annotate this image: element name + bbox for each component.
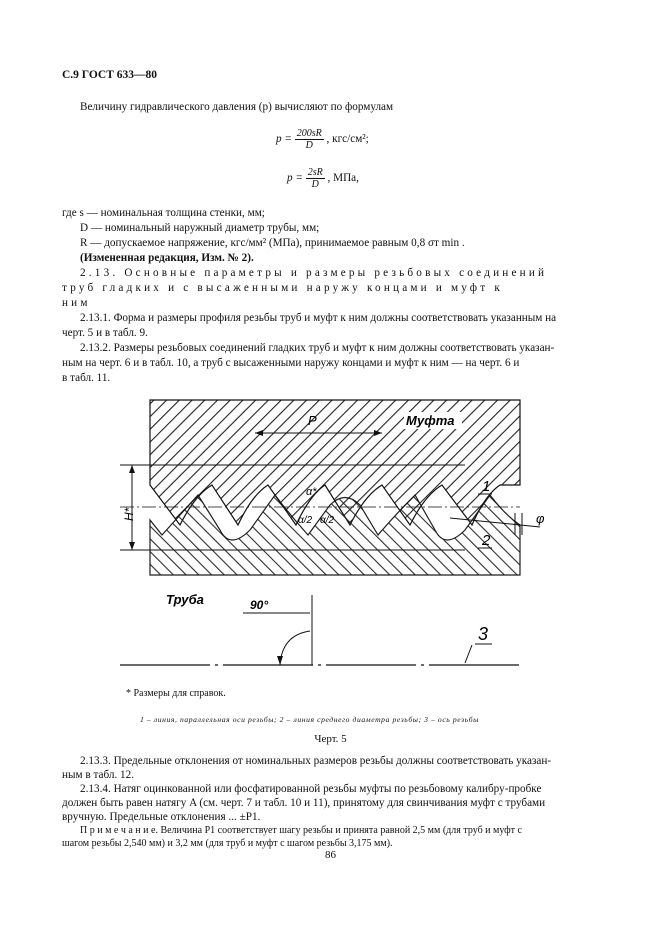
section-2-13-4-line3: вручную. Предельные отклонения ... ±P1. — [62, 811, 261, 823]
formula-lhs: p = — [287, 172, 303, 185]
label-phi: φ — [536, 511, 545, 526]
note-line1: П р и м е ч а н и е. Величина P1 соответствует шагу резьбы и принята равной 2,5 мм (для труб и муфт с — [80, 825, 522, 836]
footnote: * Размеры для справок. — [126, 688, 226, 699]
section-2-13-2-line3: в табл. 11. — [62, 372, 111, 384]
numerator: 200sR — [296, 128, 322, 139]
label-angle: 90° — [250, 598, 269, 612]
label-pipe: Труба — [166, 592, 204, 607]
section-2-13-line1: 2.13. Основные параметры и размеры резьбовых соединений — [80, 267, 548, 279]
section-2-13-line3: ним — [62, 297, 91, 309]
section-2-13-2-line1: 2.13.2. Размеры резьбовых соединений гладких труб и муфт к ним должны соответствовать указан- — [80, 342, 555, 354]
section-2-13-1-line1: 2.13.1. Форма и размеры профиля резьбы труб и муфт к ним должны соответствовать указанным на — [80, 312, 557, 324]
callout-1: 1 — [482, 478, 491, 495]
label-H: H* — [122, 507, 136, 521]
section-2-13-2-line2: ным на черт. 6 и в табл. 10, а труб с высаженными наружу концами и муфт к ним — на черт. 6 и — [62, 357, 520, 369]
section-2-13-line2: труб гладких и с высаженными наружу концами и муфт к — [62, 282, 503, 294]
legend-text: 1 – линия, параллельная оси резьбы; 2 – линия среднего диаметра резьбы; 3 – ось резьбы — [140, 715, 479, 724]
section-2-13-3-line1: 2.13.3. Предельные отклонения от номинальных размеров резьбы должны соответствовать указан- — [80, 755, 552, 767]
intro-text: Величину гидравлического давления (p) вычисляют по формулам — [80, 101, 394, 113]
label-alpha-half-right: α/2 — [320, 515, 335, 526]
note-line2: шагом резьбы 2,540 мм) и 3,2 мм (для труб и муфт с шагом резьбы 3,175 мм). — [62, 838, 393, 849]
section-2-13-1-line2: черт. 5 и в табл. 9. — [62, 327, 148, 339]
formula-fraction — [295, 128, 324, 151]
formula-kgf — [276, 128, 369, 151]
where-line-d: D — номинальный наружный диаметр трубы, мм; — [80, 222, 320, 234]
denominator: D — [305, 140, 313, 151]
label-alpha: α* — [306, 486, 317, 498]
formula-mpa — [287, 167, 359, 190]
callout-3: 3 — [478, 624, 489, 644]
callout-2: 2 — [482, 532, 491, 549]
section-2-13-4-line2: должен быть равен натягу A (см. черт. 7 и табл. 10 и 11), принятому для свинчивания муфт с трубами — [62, 797, 546, 809]
formula-fraction — [306, 167, 325, 190]
section-2-13-3-line2: ным в табл. 12. — [62, 769, 135, 781]
formula-unit: , кгс/см²; — [326, 133, 369, 146]
revision-note: (Измененная редакция, Изм. № 2). — [80, 252, 254, 264]
label-P: P — [308, 413, 317, 428]
formula-unit: , МПа, — [327, 172, 359, 185]
where-line-r: R — допускаемое напряжение, кгс/мм² (МПа), принимаемое равным 0,8 σт min . — [80, 237, 465, 249]
figure-caption: Черт. 5 — [314, 733, 347, 745]
page-header: С.9 ГОСТ 633—80 — [62, 69, 158, 81]
formula-lhs: p = — [276, 133, 292, 146]
section-2-13-4-line1: 2.13.4. Натяг оцинкованной или фосфатированной резьбы муфты по резьбовому калибру-пробке — [80, 783, 542, 795]
numerator: 2sR — [307, 167, 323, 178]
label-coupling: Муфта — [406, 413, 455, 428]
label-alpha-half-left: α/2 — [298, 515, 313, 526]
denominator: D — [311, 179, 319, 190]
where-line-s: где s — номинальная толщина стенки, мм; — [62, 207, 265, 219]
page-number: 86 — [325, 849, 336, 861]
thread-profile-drawing — [120, 395, 550, 675]
